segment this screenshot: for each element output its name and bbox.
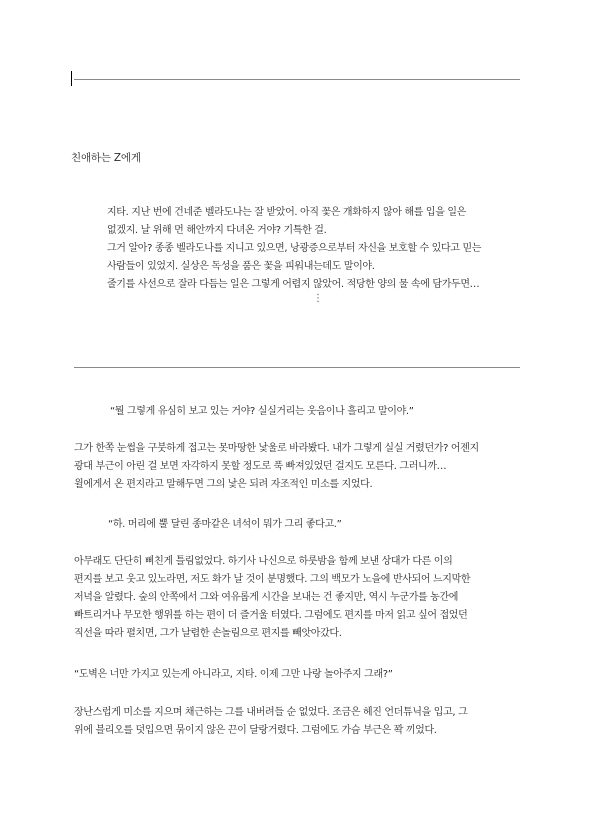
story-line: 편지를 보고 웃고 있노라면, 저도 화가 날 것이 분명했다. 그의 백모가 노을에 반사되어 느지막한: [74, 574, 471, 585]
letter-line: 없겠지. 날 위해 먼 해안까지 다녀온 거야? 기특한 걸.: [107, 225, 327, 236]
dialogue-line: “뭘 그렇게 유심히 보고 있는 거야? 실실거리는 웃음이나 흘리고 말이야.”: [110, 406, 414, 417]
story-paragraph-6: [74, 704, 524, 740]
letter-line: 사람들이 있었지. 실상은 독성을 품은 꽃을 피워내는데도 말이야.: [107, 261, 375, 272]
story-line: 광대 부근이 아린 걸 보면 자각하지 못할 정도로 푹 빠져있었던 걸지도 모른다. 그러니까…: [74, 461, 447, 472]
story-line: 그가 한쪽 눈썹을 구붓하게 접고는 못마땅한 낯울로 바라봤다. 내가 그렇게 실실 거렸던가? 어젠지: [74, 443, 479, 454]
letter-line: 그거 알아? 종종 벨라도나를 지니고 있으면, 낭광증으로부터 자신을 보호할 수 있다고 믿는: [107, 243, 482, 254]
story-line: 윌에게서 온 편지라고 말해두면 그의 낯은 되려 자조적인 미소를 지었다.: [74, 479, 373, 490]
story-line: 저녁을 알렸다. 숲의 안쪽에서 그와 여유롭게 시간을 보내는 건 좋지만, 역시 누군가를 농간에: [74, 592, 459, 603]
letter-line: 줄기를 사선으로 잘라 다듬는 일은 그렇게 어렵지 않았어. 적당한 양의 물 속에 담가두면…: [107, 279, 480, 290]
story-line: 직선을 따라 펼치면, 그가 날렵한 손놀림으로 편지를 빼앗아갔다.: [74, 628, 342, 639]
more-icon: ⋮: [313, 293, 323, 304]
dialogue-line: “도벽은 너만 가지고 있는게 아니라고, 지타. 이제 그만 나랑 놀아주지 그래?”: [74, 669, 393, 680]
top-divider: [74, 79, 520, 80]
story-line: 장난스럽게 미소를 지으며 채근하는 그를 내버려들 순 없었다. 조금은 헤진 언더튜닉을 입고, 그: [74, 707, 468, 718]
text-cursor: [71, 71, 72, 86]
letter-body: [107, 204, 527, 294]
story-paragraph-4: [74, 553, 524, 643]
story-paragraph-1: [74, 403, 524, 421]
section-divider: [74, 367, 520, 368]
story-line: 위에 블리오를 덧입으면 묶이지 않은 끈이 달랑거렸다. 그럼에도 가슴 부근은 꽉 끼었다.: [74, 725, 437, 736]
story-paragraph-2: [74, 440, 524, 494]
dialogue-line: “하. 머리에 뿔 달린 종마같은 녀석이 뭐가 그리 좋다고.”: [108, 519, 342, 530]
story-paragraph-5: [74, 666, 524, 684]
story-line: 빠트리거나 무모한 행위를 하는 편이 더 즐거울 터였다. 그럼에도 편지를 마저 읽고 싶어 접었던: [74, 610, 468, 621]
story-line: 아무래도 단단히 삐친게 틀림없었다. 하기사 나신으로 하룻밤을 함께 보낸 상대가 다른 이의: [74, 556, 453, 567]
letter-greeting: 친애하는 Z에게: [71, 152, 141, 164]
letter-line: 지타. 지난 번에 건네준 벨라도나는 잘 받았어. 아직 꽃은 개화하지 않아 해를 입을 일은: [107, 207, 466, 218]
story-paragraph-3: [74, 516, 524, 534]
